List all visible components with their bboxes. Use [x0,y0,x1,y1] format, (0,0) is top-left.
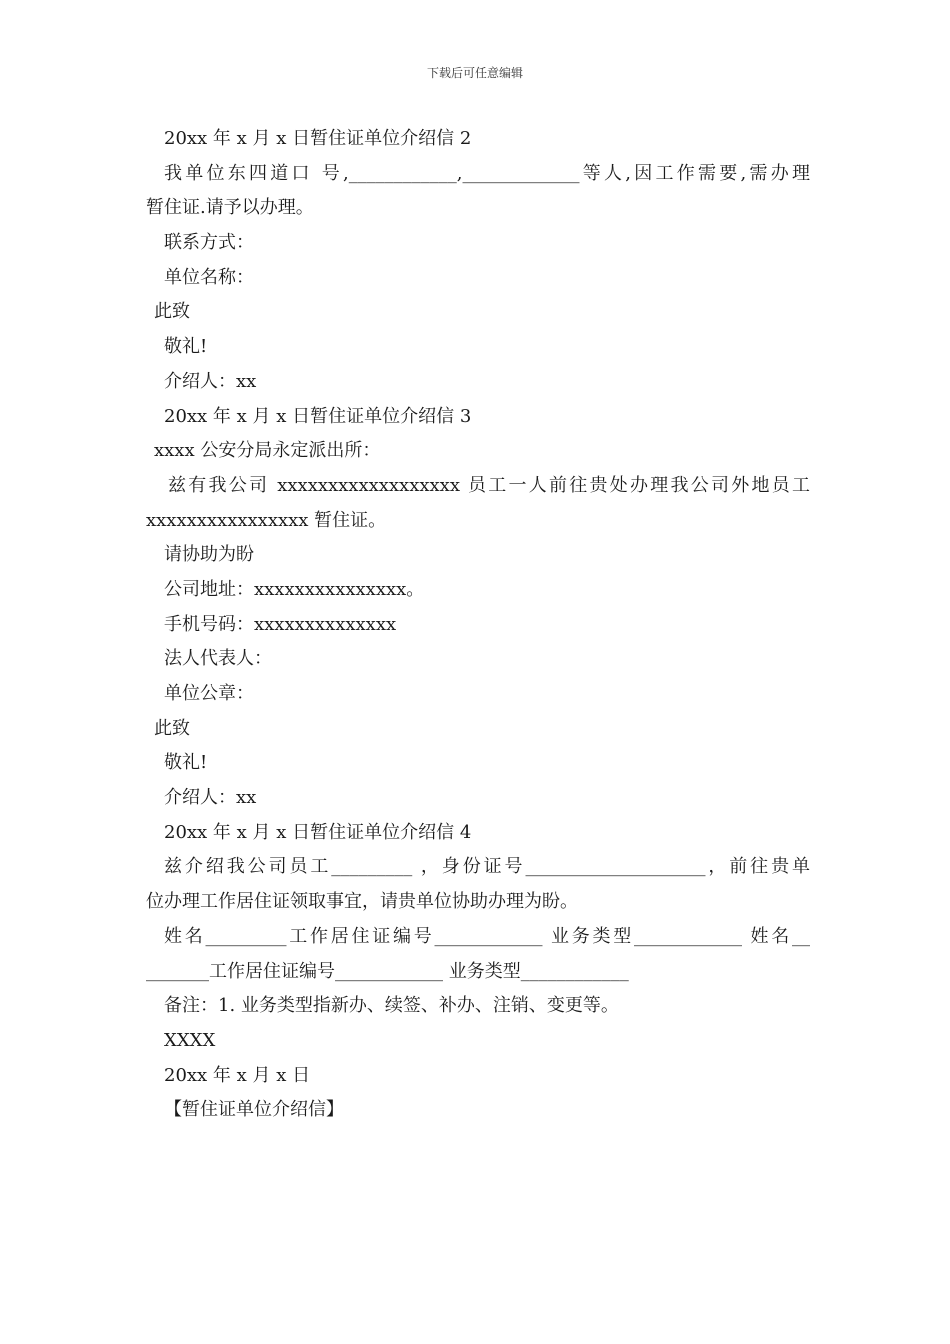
letter-4-date-title: 20xx 年 x 月 x 日暂住证单位介绍信 4 [164,821,472,843]
letter-3-company-address: 公司地址：xxxxxxxxxxxxxxx。 [164,578,425,600]
letter-2-closing-2: 敬礼! [164,336,208,358]
letter-3-phone: 手机号码：xxxxxxxxxxxxxx [164,613,397,635]
letter-2-contact-label: 联系方式： [164,232,254,254]
letter-4-remark: 备注：1. 业务类型指新办、续签、补办、注销、变更等。 [164,995,619,1017]
letter-2-introducer: 介绍人：xx [164,370,257,392]
letter-3-request: 请协助为盼 [164,544,254,566]
letter-2-unit-name-label: 单位名称： [164,266,254,288]
letter-3-body-line-2: xxxxxxxxxxxxxxxx 暂住证。 [146,509,387,531]
letter-4-form-line-2: _______工作居住证编号____________ 业务类型____________ [146,960,629,982]
letter-3-date-title: 20xx 年 x 月 x 日暂住证单位介绍信 3 [164,405,472,427]
letter-2-body-line-2: 暂住证.请予以办理。 [146,197,314,219]
letter-4-signature: XXXX [164,1029,216,1051]
letter-4-date: 20xx 年 x 月 x 日 [164,1064,311,1086]
document-title-footer: 【暂住证单位介绍信】 [164,1099,344,1121]
letter-3-legal-rep: 法人代表人： [164,648,272,670]
letter-3-body-line-1: 兹有我公司 xxxxxxxxxxxxxxxxxx 员工一人前往贵处办理我公司外地员工 [168,474,810,496]
letter-3-closing-1: 此致 [154,717,190,739]
letter-3-closing-2: 敬礼! [164,752,208,774]
letter-2-body-line-1: 我单位东四道口 号,____________,_____________等人,因工作需要,需办理 [164,162,810,184]
letter-3-introducer: 介绍人：xx [164,787,257,809]
letter-4-body-line-2: 位办理工作居住证领取事宜，请贵单位协助办理为盼。 [146,891,578,913]
letter-3-recipient: xxxx 公安分局永定派出所： [154,440,381,462]
letter-3-unit-seal: 单位公章： [164,683,254,704]
letter-2-date-title: 20xx 年 x 月 x 日暂住证单位介绍信 2 [164,128,472,149]
letter-2-closing-1: 此致 [154,301,190,323]
letter-4-body-line-1: 兹介绍我公司员工_________ ，身份证号____________________，前往贵单 [164,856,810,878]
page-header-note: 下载后可任意编辑 [426,66,523,80]
letter-body [146,122,810,1128]
letter-4-form-line-1: 姓名_________工作居住证编号____________ 业务类型____________ 姓名__ [164,925,810,947]
